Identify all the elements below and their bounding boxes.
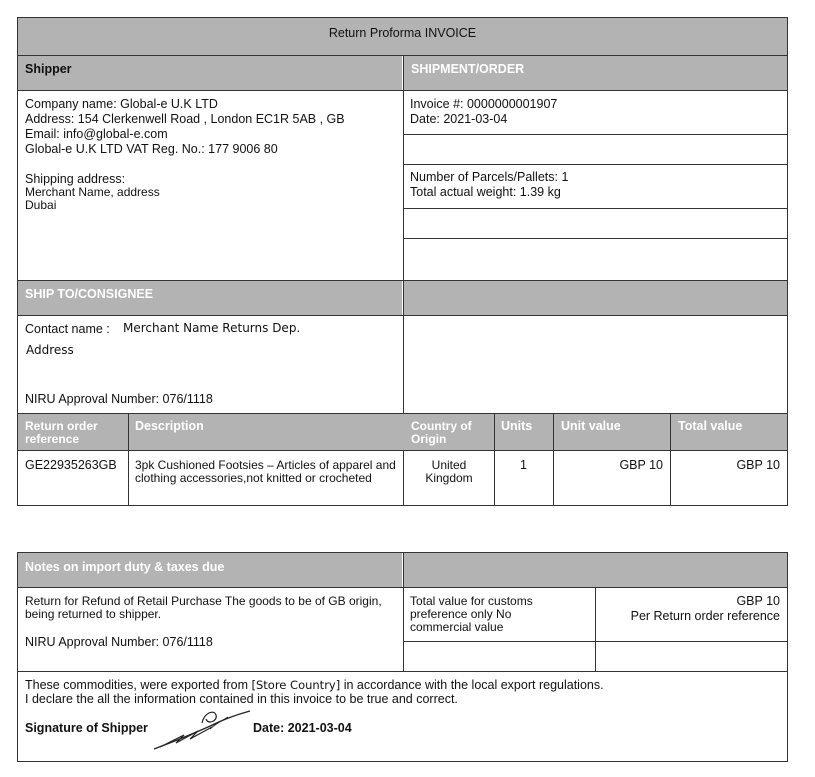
col-unit-value: Unit value (561, 419, 621, 433)
col-reference: Return order reference (25, 419, 98, 446)
invoice-number: Invoice #: 0000000001907 (410, 97, 558, 111)
col-units: Units (501, 419, 533, 433)
shipment-header: SHIPMENT/ORDER (411, 62, 525, 76)
customs-reference: Per Return order reference (630, 609, 780, 623)
consignee-niru: NIRU Approval Number: 076/1118 (25, 392, 213, 406)
row-description: 3pk Cushioned Footsies – Articles of apparel and clothing accessories,not knitted or crocheted (135, 458, 396, 485)
row-unit-value: GBP 10 (619, 458, 663, 472)
notes-text: Return for Refund of Retail Purchase The goods to be of GB origin, being returned to shipper. (25, 594, 382, 621)
contact-label: Contact name : (25, 322, 110, 336)
declaration-line1 (25, 678, 604, 693)
shipper-company: Company name: Global-e U.K LTD (25, 97, 218, 111)
row-total-value: GBP 10 (736, 458, 780, 472)
consignee-header: SHIP TO/CONSIGNEE (25, 287, 154, 301)
consignee-address-label: Address (26, 343, 74, 357)
notes-header-right-bg (404, 553, 787, 587)
declaration-prefix: These commodities, were exported from (25, 678, 249, 692)
col-description: Description (135, 419, 204, 433)
signature-date: Date: 2021-03-04 (253, 721, 352, 735)
items-header-bg (18, 414, 787, 450)
total-weight: Total actual weight: 1.39 kg (410, 185, 561, 199)
store-country: [Store Country] (251, 678, 341, 692)
shipper-address: Address: 154 Clerkenwell Road , London EC1R 5AB , GB (25, 112, 345, 126)
declaration-suffix: in accordance with the local export regulations. (343, 678, 604, 692)
page-title: Return Proforma INVOICE (328, 26, 477, 40)
shipper-header: Shipper (25, 62, 72, 76)
customs-label: Total value for customs preference only No commercial value (410, 594, 533, 634)
parcels-count: Number of Parcels/Pallets: 1 (410, 170, 569, 184)
customs-value: GBP 10 (736, 594, 780, 608)
shipper-header-bg (18, 56, 402, 90)
signature-label: Signature of Shipper (25, 721, 148, 735)
row-units: 1 (520, 458, 527, 472)
notes-header: Notes on import duty & taxes due (25, 560, 225, 574)
col-total-value: Total value (678, 419, 743, 433)
row-reference: GE22935263GB (25, 458, 117, 472)
declaration-line2: I declare the all the information contained in this invoice to be true and correct. (25, 692, 458, 706)
shipper-signature (150, 705, 255, 753)
col-country: Country of Origin (411, 419, 472, 446)
shipping-address-line2: Dubai (25, 198, 57, 212)
shipping-address-line1: Merchant Name, address (25, 185, 160, 199)
invoice-date: Date: 2021-03-04 (410, 112, 508, 126)
shipping-address-label: Shipping address: (25, 172, 126, 186)
shipper-vat: Global-e U.K LTD VAT Reg. No.: 177 9006 80 (25, 142, 278, 156)
shipper-email: Email: info@global-e.com (25, 127, 168, 141)
contact-value: Merchant Name Returns Dep. (123, 321, 301, 335)
consignee-header-right-bg (404, 281, 787, 315)
row-country: United Kingdom (425, 458, 473, 485)
notes-niru: NIRU Approval Number: 076/1118 (25, 635, 213, 649)
